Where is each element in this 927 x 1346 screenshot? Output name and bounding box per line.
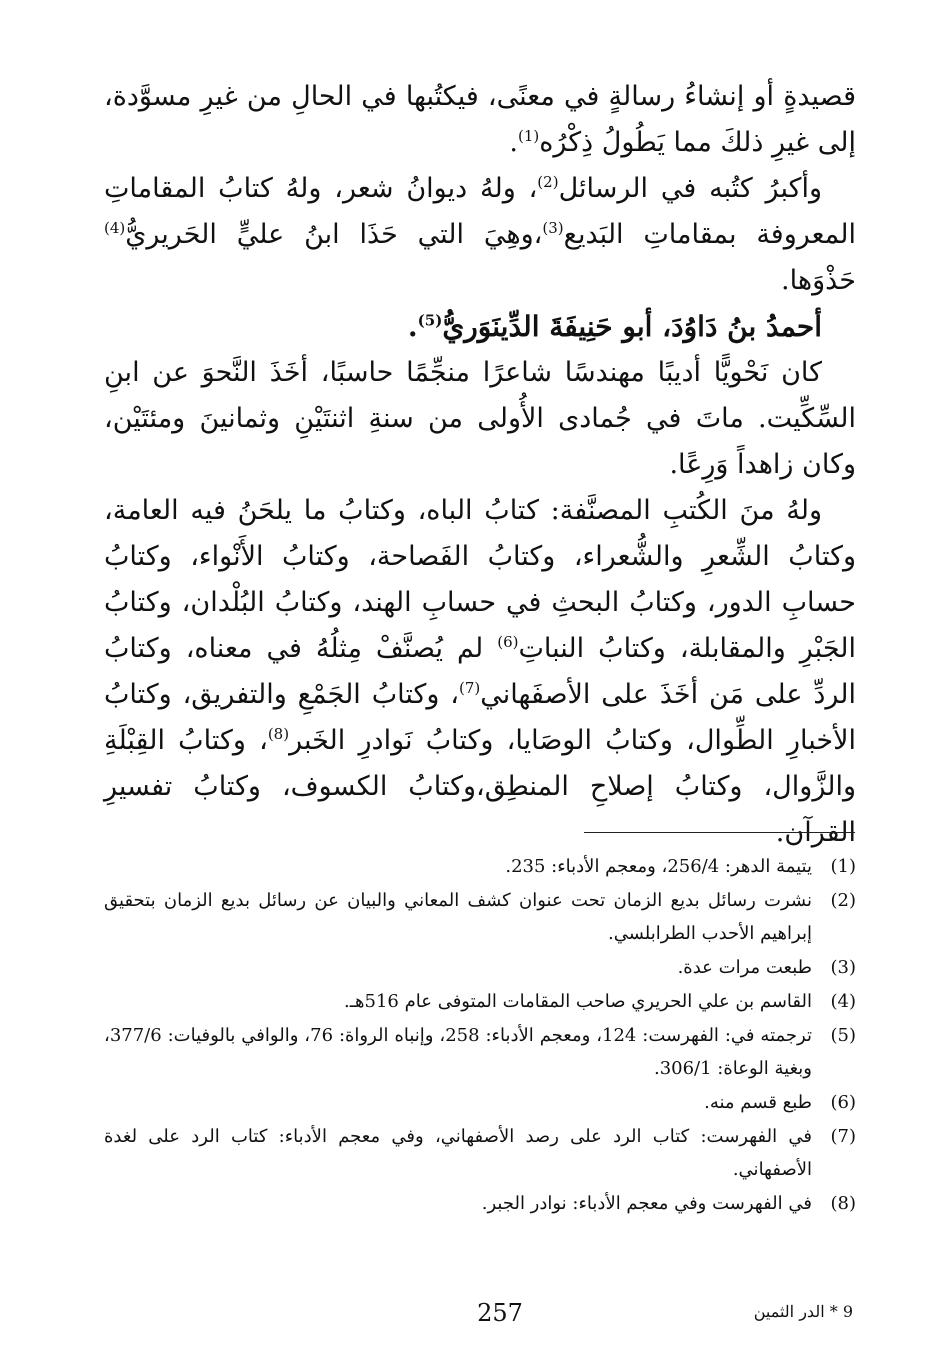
text-run: .	[509, 127, 518, 158]
text-run: قصيدةٍ أو إنشاءُ رسالةٍ في معنًى، فيكتُبها في الحالِ من غيرِ مسوَّدة، إلى غيرِ ذلكَ مما يَطُولُ ذِكْرُه	[104, 81, 856, 158]
page-number: 257	[477, 1299, 523, 1327]
footnote-text: في الفهرست: كتاب الرد على رصد الأصفهاني، وفي معجم الأدباء: كتاب الرد على لغدة الأصفهاني.	[104, 1126, 812, 1180]
paragraph	[104, 166, 856, 304]
footnote-marker: (5)	[417, 311, 443, 330]
footnote-separator	[584, 832, 855, 833]
footnote-marker: (4)	[104, 219, 126, 237]
footnote	[104, 884, 856, 950]
footnote-number: (1)	[830, 856, 856, 877]
footnote-text: نشرت رسائل بديع الزمان تحت عنوان كشف المعاني والبيان عن رسائل بديع الزمان بتحقيق إبراهيم الأحدب الطرابلسي.	[104, 890, 812, 944]
text-run: أحمدُ بنُ دَاوُدَ، أبو حَنِيفَةَ الدِّينَوَريُّ	[442, 310, 822, 343]
paragraph	[104, 488, 856, 856]
text-run: ، ولهُ ديوانُ شعر، ولهُ كتابُ المقاماتِ المعروفة بمقاماتِ البَديع	[104, 173, 857, 250]
footnote	[104, 985, 856, 1018]
footnote	[104, 1120, 856, 1186]
footnote-marker: (1)	[517, 127, 540, 145]
footnote-text: يتيمة الدهر: 256/4، ومعجم الأدباء: 235.	[505, 856, 812, 877]
text-run: ، وكتابُ الجَمْعِ والتفريق، وكتابُ الأخبارِ الطِّوال، وكتابُ الوصَايا، وكتابُ نَوادرِ الخَبر	[104, 679, 856, 756]
footnote	[104, 850, 856, 883]
footnote-text: ترجمته في: الفهرست: 124، ومعجم الأدباء: 258، وإنباه الرواة: 76، والوافي بالوفيات: 377/6، وبغية الوعاة: 306/1.	[104, 1025, 812, 1079]
footnote-number: (6)	[830, 1092, 856, 1113]
footnote-text: طبعت مرات عدة.	[677, 957, 812, 978]
text-run: حَذْوَها.	[781, 265, 856, 296]
footnotes-section	[104, 850, 856, 1221]
text-run: وأكبرُ كتُبه في الرسائل	[558, 173, 822, 204]
text-run: لم يُصنَّفْ مِثلُهُ في معناه، وكتابُ الردِّ على مَن أخَذَ على الأصفَهاني	[104, 633, 856, 710]
footnote-marker: (2)	[537, 173, 559, 191]
footnote-text: في الفهرست وفي معجم الأدباء: نوادر الجبر.	[481, 1193, 812, 1214]
footnote-number: (3)	[830, 957, 856, 978]
main-body-text	[104, 74, 856, 856]
footnote	[104, 1086, 856, 1119]
footnote-marker: (7)	[458, 679, 481, 697]
running-footer: 9 * الدر الثمين	[753, 1302, 853, 1321]
text-run: .	[407, 310, 418, 343]
footnote-marker: (6)	[497, 633, 519, 651]
footnote-text: طبع قسم منه.	[704, 1092, 812, 1113]
paragraph	[104, 74, 856, 166]
footnote-number: (4)	[830, 991, 856, 1012]
footnote-marker: (3)	[542, 219, 564, 237]
footnote-marker: (8)	[267, 725, 290, 743]
footnote-number: (7)	[830, 1126, 856, 1147]
footnote-number: (5)	[830, 1025, 856, 1046]
text-run: ،وهِيَ التي حَذَا ابنُ عليٍّ الحَريريُّ	[125, 219, 543, 250]
text-run: ، وكتابُ القِبْلَةِ والزَّوال، وكتابُ إصلاحِ المنطِق،وكتابُ الكسوف، وكتابُ تفسيرِ القرآن.	[104, 725, 856, 848]
paragraph	[104, 350, 856, 488]
footnote-number: (8)	[830, 1193, 856, 1214]
footnote	[104, 951, 856, 984]
footnote	[104, 1019, 856, 1085]
text-run: كان نَحْويًّا أديبًا مهندسًا شاعرًا منجِّمًا حاسبًا، أخَذَ النَّحوَ عن ابنِ السِّكِّيت. ماتَ في جُمادى الأُولى من سنةِ اثنتَيْنِ وثمانينَ ومئتَيْن، وكان زاهداً وَرِعًا.	[104, 357, 856, 480]
footnote-text: القاسم بن علي الحريري صاحب المقامات المتوفى عام 516هـ.	[344, 991, 812, 1012]
text-run: ولهُ منَ الكُتبِ المصنَّفة: كتابُ الباه، وكتابُ ما يلحَنُ فيه العامة، وكتابُ الشِّعرِ والشُّعراء، وكتابُ الفَصاحة، وكتابُ الأَنْواء، وكتابُ حسابِ الدور، وكتابُ البحثِ في حسابِ الهند، وكتابُ البُلْدان، وكتابُ الجَبْرِ والمقابلة، وكتابُ النباتِ	[104, 495, 856, 664]
footnote-number: (2)	[830, 890, 856, 911]
footnote	[104, 1187, 856, 1220]
entry-heading	[104, 304, 856, 350]
